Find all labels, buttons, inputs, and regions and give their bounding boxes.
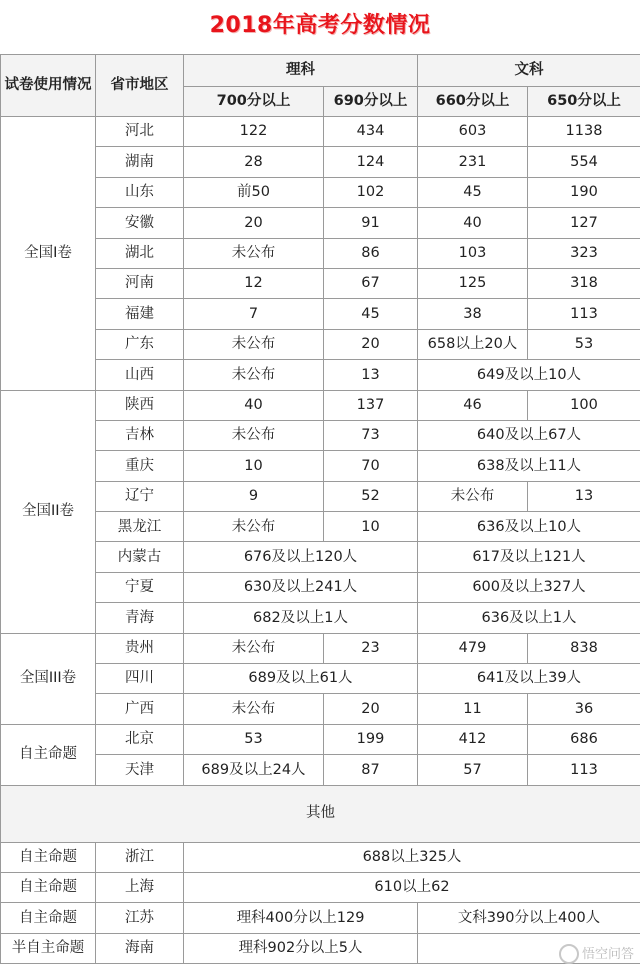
other-section-row [1, 785, 640, 842]
region-cell: 重庆 [96, 451, 184, 481]
region-cell: 河北 [96, 117, 184, 147]
cell-lib-660: 11 [418, 694, 528, 724]
cell-lib-merged: 600及以上327人 [418, 572, 640, 602]
cell-sci-700: 未公布 [184, 329, 324, 359]
cell-lib-650: 318 [528, 268, 640, 298]
header-liberal-arts: 文科 [418, 55, 640, 87]
cell-sci-690: 434 [324, 117, 418, 147]
cell-sci-merged: 630及以上241人 [184, 572, 418, 602]
cell-sci-700: 前50 [184, 177, 324, 207]
cell-sci-690: 20 [324, 329, 418, 359]
cell-sci-690: 102 [324, 177, 418, 207]
cell-sci-700: 未公布 [184, 512, 324, 542]
cell-lib-merged: 649及以上10人 [418, 360, 640, 390]
region-cell: 黑龙江 [96, 512, 184, 542]
cell-sci-700: 122 [184, 117, 324, 147]
cell-lib-660: 103 [418, 238, 528, 268]
table-row [1, 542, 640, 572]
cell-sci-700: 10 [184, 451, 324, 481]
table-row [1, 872, 640, 902]
cell-sci-690: 137 [324, 390, 418, 420]
table-row [1, 633, 640, 663]
cell-sci-700: 9 [184, 481, 324, 511]
cell-sci-700: 7 [184, 299, 324, 329]
cell-sci-700: 40 [184, 390, 324, 420]
region-cell: 河南 [96, 268, 184, 298]
cell-sci-690: 199 [324, 724, 418, 754]
cell-lib-650: 838 [528, 633, 640, 663]
cell-lib-650: 554 [528, 147, 640, 177]
page-title: 2018年高考分数情况 [209, 13, 431, 38]
cell-lib-650: 36 [528, 694, 640, 724]
cell-sci-700: 未公布 [184, 633, 324, 663]
cell-lib-650: 113 [528, 299, 640, 329]
cell-sci-700: 未公布 [184, 694, 324, 724]
table-row [1, 724, 640, 754]
cell-lib-660: 46 [418, 390, 528, 420]
region-cell: 内蒙古 [96, 542, 184, 572]
table-row [1, 603, 640, 633]
cell-lib-merged: 636及以上1人 [418, 603, 640, 633]
region-cell: 山东 [96, 177, 184, 207]
cell-lib-660: 125 [418, 268, 528, 298]
wukong-logo-icon [559, 944, 579, 964]
cell-sci-merged: 682及以上1人 [184, 603, 418, 633]
cell-sci-690: 67 [324, 268, 418, 298]
table-row [1, 481, 640, 511]
table-row [1, 208, 640, 238]
table-row [1, 268, 640, 298]
paper-type-cell: 自主命题 [1, 903, 96, 933]
region-cell: 贵州 [96, 633, 184, 663]
header-sci-690: 690分以上 [324, 87, 418, 117]
group-label: 全国III卷 [1, 633, 96, 724]
cell-lib-merged: 641及以上39人 [418, 664, 640, 694]
header-sci-700: 700分以上 [184, 87, 324, 117]
table-row [1, 842, 640, 872]
table-row [1, 451, 640, 481]
cell-lib-merged: 640及以上67人 [418, 420, 640, 450]
region-cell: 辽宁 [96, 481, 184, 511]
cell-sci-700: 未公布 [184, 420, 324, 450]
cell-lib-merged: 617及以上121人 [418, 542, 640, 572]
region-cell: 天津 [96, 755, 184, 785]
region-cell: 四川 [96, 664, 184, 694]
cell-lib-660: 57 [418, 755, 528, 785]
table-row [1, 512, 640, 542]
cell-sci-690: 52 [324, 481, 418, 511]
cell-sci-merged: 676及以上120人 [184, 542, 418, 572]
region-cell: 浙江 [96, 842, 184, 872]
cell-sci-690: 73 [324, 420, 418, 450]
cell-lib-merged: 文科390分以上400人 [418, 903, 640, 933]
region-cell: 北京 [96, 724, 184, 754]
region-cell: 湖南 [96, 147, 184, 177]
cell-lib-660: 未公布 [418, 481, 528, 511]
paper-type-cell: 自主命题 [1, 872, 96, 902]
cell-lib-660: 479 [418, 633, 528, 663]
table-row [1, 933, 640, 963]
cell-lib-660: 658以上20人 [418, 329, 528, 359]
region-cell: 广东 [96, 329, 184, 359]
paper-type-cell: 半自主命题 [1, 933, 96, 963]
region-cell: 上海 [96, 872, 184, 902]
table-row [1, 360, 640, 390]
cell-sci-690: 20 [324, 694, 418, 724]
table-row [1, 694, 640, 724]
cell-lib-650: 113 [528, 755, 640, 785]
region-cell: 陕西 [96, 390, 184, 420]
cell-all-merged: 610以上62 [184, 872, 640, 902]
header-region: 省市地区 [96, 55, 184, 117]
table-row [1, 664, 640, 694]
cell-sci-690: 45 [324, 299, 418, 329]
cell-lib-merged: 636及以上10人 [418, 512, 640, 542]
watermark [559, 943, 634, 965]
cell-lib-660: 412 [418, 724, 528, 754]
cell-sci-700: 20 [184, 208, 324, 238]
cell-sci-700: 28 [184, 147, 324, 177]
region-cell: 山西 [96, 360, 184, 390]
header-lib-650: 650分以上 [528, 87, 640, 117]
region-cell: 青海 [96, 603, 184, 633]
region-cell: 福建 [96, 299, 184, 329]
group-label: 自主命题 [1, 724, 96, 785]
table-row [1, 299, 640, 329]
region-cell: 安徽 [96, 208, 184, 238]
region-cell: 吉林 [96, 420, 184, 450]
cell-sci-690: 70 [324, 451, 418, 481]
cell-lib-650: 323 [528, 238, 640, 268]
cell-lib-660: 40 [418, 208, 528, 238]
cell-lib-650: 53 [528, 329, 640, 359]
region-cell: 广西 [96, 694, 184, 724]
paper-type-cell: 自主命题 [1, 842, 96, 872]
cell-sci-690: 86 [324, 238, 418, 268]
cell-sci-merged: 689及以上61人 [184, 664, 418, 694]
cell-lib-660: 603 [418, 117, 528, 147]
cell-sci-merged: 理科400分以上129 [184, 903, 418, 933]
cell-lib-660: 38 [418, 299, 528, 329]
cell-sci-690: 10 [324, 512, 418, 542]
cell-sci-690: 124 [324, 147, 418, 177]
table-row [1, 420, 640, 450]
table-row [1, 572, 640, 602]
cell-sci-700: 689及以上24人 [184, 755, 324, 785]
cell-sci-merged: 理科902分以上5人 [184, 933, 418, 963]
cell-sci-690: 87 [324, 755, 418, 785]
watermark-text: 悟空问答 [581, 946, 634, 962]
table-row [1, 390, 640, 420]
header-science: 理科 [184, 55, 418, 87]
region-cell: 湖北 [96, 238, 184, 268]
cell-lib-merged: 638及以上11人 [418, 451, 640, 481]
cell-sci-700: 未公布 [184, 238, 324, 268]
table-row [1, 177, 640, 207]
cell-sci-690: 91 [324, 208, 418, 238]
other-section-label: 其他 [1, 785, 640, 842]
cell-lib-650: 127 [528, 208, 640, 238]
table-row [1, 903, 640, 933]
table-row [1, 117, 640, 147]
table-row [1, 238, 640, 268]
cell-all-merged: 688以上325人 [184, 842, 640, 872]
table-row [1, 755, 640, 785]
group-label: 全国I卷 [1, 117, 96, 391]
cell-lib-650: 100 [528, 390, 640, 420]
cell-lib-660: 231 [418, 147, 528, 177]
cell-lib-650: 1138 [528, 117, 640, 147]
header-lib-660: 660分以上 [418, 87, 528, 117]
cell-lib-650: 13 [528, 481, 640, 511]
cell-sci-700: 12 [184, 268, 324, 298]
cell-lib-650: 686 [528, 724, 640, 754]
region-cell: 海南 [96, 933, 184, 963]
group-label: 全国II卷 [1, 390, 96, 633]
cell-sci-690: 23 [324, 633, 418, 663]
table-row [1, 147, 640, 177]
header-paper-type: 试卷使用情况 [1, 55, 96, 117]
cell-lib-650: 190 [528, 177, 640, 207]
region-cell: 宁夏 [96, 572, 184, 602]
score-table [0, 54, 640, 964]
cell-sci-700: 未公布 [184, 360, 324, 390]
table-row [1, 329, 640, 359]
cell-sci-700: 53 [184, 724, 324, 754]
cell-sci-690: 13 [324, 360, 418, 390]
cell-lib-660: 45 [418, 177, 528, 207]
region-cell: 江苏 [96, 903, 184, 933]
